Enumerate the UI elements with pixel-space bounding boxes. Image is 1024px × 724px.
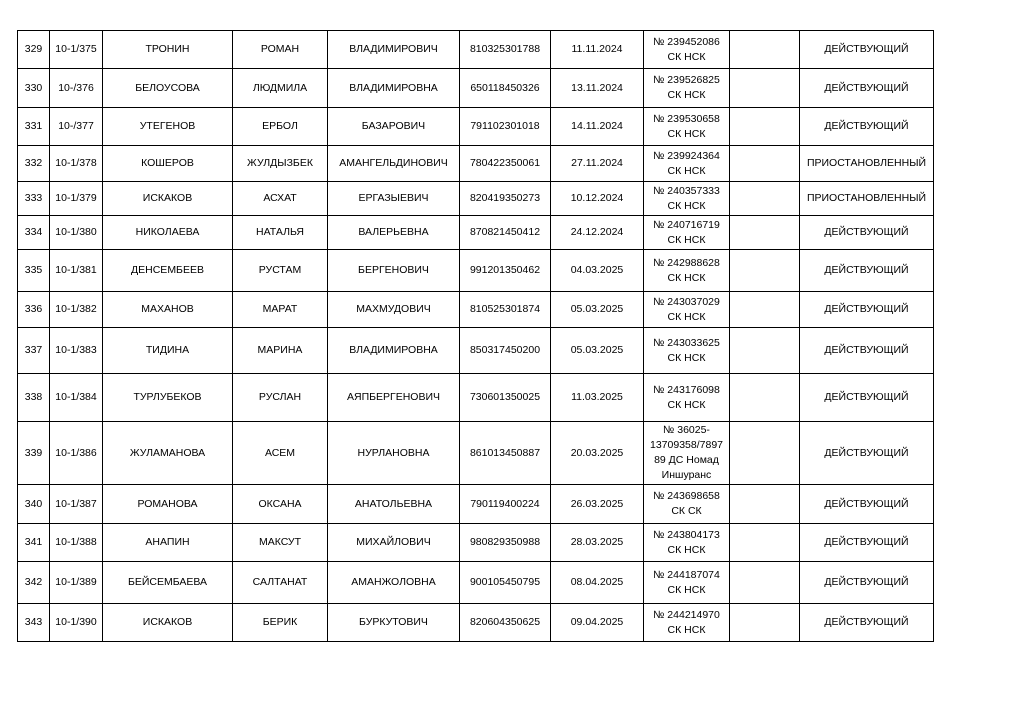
iin-cell: 980829350988 [460,524,551,562]
first-name-cell: САЛТАНАТ [233,562,328,604]
policy-cell [644,69,730,108]
surname-cell: ИСКАКОВ [103,182,233,216]
first-name-cell: РУСТАМ [233,250,328,292]
iin-cell: 650118450326 [460,69,551,108]
first-name-cell: ОКСАНА [233,485,328,524]
surname-cell: ТУРЛУБЕКОВ [103,374,233,422]
status-cell: ПРИОСТАНОВЛЕННЫЙ [800,182,934,216]
registration-number-cell: 10-1/384 [50,374,103,422]
iin-cell: 991201350462 [460,250,551,292]
surname-cell: ИСКАКОВ [103,604,233,642]
date-cell: 28.03.2025 [551,524,644,562]
empty-cell [730,422,800,485]
policy-line: СК НСК [667,351,706,364]
status-cell: ДЕЙСТВУЮЩИЙ [800,292,934,328]
row-number-cell: 339 [18,422,50,485]
registration-number-cell: 10-1/378 [50,146,103,182]
patronymic-cell: АМАНЖОЛОВНА [328,562,460,604]
table-row [18,524,934,562]
iin-cell: 820419350273 [460,182,551,216]
table-row [18,108,934,146]
patronymic-cell: ВЛАДИМИРОВНА [328,69,460,108]
table-row [18,328,934,374]
first-name-cell: АСХАТ [233,182,328,216]
table-row [18,292,934,328]
status-cell: ДЕЙСТВУЮЩИЙ [800,250,934,292]
policy-line: СК НСК [667,164,706,177]
policy-cell [644,374,730,422]
status-cell: ДЕЙСТВУЮЩИЙ [800,374,934,422]
patronymic-cell: ВАЛЕРЬЕВНА [328,216,460,250]
status-cell: ДЕЙСТВУЮЩИЙ [800,108,934,146]
status-cell: ДЕЙСТВУЮЩИЙ [800,328,934,374]
surname-cell: ДЕНСЕМБЕЕВ [103,250,233,292]
first-name-cell: ЖУЛДЫЗБЕК [233,146,328,182]
patronymic-cell: НУРЛАНОВНА [328,422,460,485]
first-name-cell: БЕРИК [233,604,328,642]
table-row [18,31,934,69]
policy-cell [644,182,730,216]
patronymic-cell: АНАТОЛЬЕВНА [328,485,460,524]
registration-number-cell: 10-/376 [50,69,103,108]
policy-cell [644,604,730,642]
table-row [18,182,934,216]
status-cell: ПРИОСТАНОВЛЕННЫЙ [800,146,934,182]
patronymic-cell: БУРКУТОВИЧ [328,604,460,642]
policy-line: СК НСК [667,310,706,323]
policy-line: СК НСК [667,271,706,284]
first-name-cell: МАРАТ [233,292,328,328]
registration-number-cell: 10-1/389 [50,562,103,604]
policy-line: № 36025- [663,424,710,436]
iin-cell: 870821450412 [460,216,551,250]
date-cell: 08.04.2025 [551,562,644,604]
status-cell: ДЕЙСТВУЮЩИЙ [800,31,934,69]
policy-line: 13709358/7897 [650,439,723,451]
policy-line: СК НСК [667,127,706,140]
policy-line: СК НСК [667,233,706,246]
empty-cell [730,69,800,108]
patronymic-cell: ВЛАДИМИРОВНА [328,328,460,374]
table-row [18,604,934,642]
row-number-cell: 343 [18,604,50,642]
first-name-cell: РУСЛАН [233,374,328,422]
patronymic-cell: БЕРГЕНОВИЧ [328,250,460,292]
registration-number-cell: 10-1/379 [50,182,103,216]
date-cell: 27.11.2024 [551,146,644,182]
table-row [18,374,934,422]
status-cell: ДЕЙСТВУЮЩИЙ [800,216,934,250]
registration-number-cell: 10-1/387 [50,485,103,524]
empty-cell [730,108,800,146]
table-row [18,146,934,182]
policy-cell [644,108,730,146]
iin-cell: 780422350061 [460,146,551,182]
policy-line: Иншуранс [661,469,712,481]
policy-line: № 242988628 [653,256,720,269]
policy-cell [644,485,730,524]
surname-cell: МАХАНОВ [103,292,233,328]
status-cell: ДЕЙСТВУЮЩИЙ [800,69,934,108]
iin-cell: 820604350625 [460,604,551,642]
table-row [18,216,934,250]
date-cell: 11.03.2025 [551,374,644,422]
empty-cell [730,562,800,604]
empty-cell [730,182,800,216]
empty-cell [730,292,800,328]
row-number-cell: 335 [18,250,50,292]
surname-cell: БЕЛОУСОВА [103,69,233,108]
policy-cell [644,422,730,485]
row-number-cell: 340 [18,485,50,524]
policy-cell [644,562,730,604]
first-name-cell: РОМАН [233,31,328,69]
registry-body [18,31,934,642]
empty-cell [730,31,800,69]
patronymic-cell: МИХАЙЛОВИЧ [328,524,460,562]
empty-cell [730,250,800,292]
registration-number-cell: 10-1/388 [50,524,103,562]
policy-line: № 240716719 [653,218,720,231]
row-number-cell: 338 [18,374,50,422]
empty-cell [730,216,800,250]
iin-cell: 810525301874 [460,292,551,328]
policy-line: СК НСК [667,543,706,556]
row-number-cell: 334 [18,216,50,250]
policy-line: СК НСК [667,623,706,636]
iin-cell: 850317450200 [460,328,551,374]
date-cell: 13.11.2024 [551,69,644,108]
policy-line: СК СК [671,505,702,517]
row-number-cell: 341 [18,524,50,562]
status-cell: ДЕЙСТВУЮЩИЙ [800,485,934,524]
first-name-cell: АСЕМ [233,422,328,485]
row-number-cell: 331 [18,108,50,146]
surname-cell: КОШЕРОВ [103,146,233,182]
surname-cell: РОМАНОВА [103,485,233,524]
policy-line: СК НСК [667,50,706,63]
first-name-cell: МАРИНА [233,328,328,374]
status-cell: ДЕЙСТВУЮЩИЙ [800,524,934,562]
policy-line: СК НСК [667,398,706,411]
registry-table [17,30,934,642]
policy-line: № 239530658 [653,112,720,125]
empty-cell [730,374,800,422]
surname-cell: ТРОНИН [103,31,233,69]
patronymic-cell: АМАНГЕЛЬДИНОВИЧ [328,146,460,182]
date-cell: 24.12.2024 [551,216,644,250]
row-number-cell: 332 [18,146,50,182]
status-cell: ДЕЙСТВУЮЩИЙ [800,562,934,604]
status-cell: ДЕЙСТВУЮЩИЙ [800,422,934,485]
iin-cell: 861013450887 [460,422,551,485]
surname-cell: АНАПИН [103,524,233,562]
policy-line: СК НСК [667,583,706,596]
date-cell: 04.03.2025 [551,250,644,292]
empty-cell [730,328,800,374]
policy-cell [644,328,730,374]
registration-number-cell: 10-1/386 [50,422,103,485]
date-cell: 11.11.2024 [551,31,644,69]
policy-line: № 243037029 [653,295,720,308]
policy-line: 89 ДС Номад [654,454,719,466]
date-cell: 05.03.2025 [551,292,644,328]
first-name-cell: ЛЮДМИЛА [233,69,328,108]
surname-cell: ЖУЛАМАНОВА [103,422,233,485]
surname-cell: БЕЙСЕМБАЕВА [103,562,233,604]
patronymic-cell: БАЗАРОВИЧ [328,108,460,146]
empty-cell [730,524,800,562]
surname-cell: НИКОЛАЕВА [103,216,233,250]
policy-line: № 244214970 [653,608,720,621]
first-name-cell: НАТАЛЬЯ [233,216,328,250]
policy-line: № 239526825 [653,74,720,86]
policy-line: № 243033625 [653,336,720,349]
patronymic-cell: АЯПБЕРГЕНОВИЧ [328,374,460,422]
date-cell: 09.04.2025 [551,604,644,642]
iin-cell: 730601350025 [460,374,551,422]
policy-line: № 239452086 [653,35,720,48]
iin-cell: 790119400224 [460,485,551,524]
policy-line: № 243698658 [653,490,720,502]
empty-cell [730,485,800,524]
policy-line: № 244187074 [653,568,720,581]
date-cell: 20.03.2025 [551,422,644,485]
empty-cell [730,146,800,182]
policy-cell [644,524,730,562]
policy-cell [644,216,730,250]
surname-cell: ТИДИНА [103,328,233,374]
table-row [18,422,934,485]
policy-line: № 243176098 [653,383,720,396]
table-row [18,485,934,524]
date-cell: 14.11.2024 [551,108,644,146]
policy-cell [644,31,730,69]
date-cell: 05.03.2025 [551,328,644,374]
status-cell: ДЕЙСТВУЮЩИЙ [800,604,934,642]
policy-cell [644,250,730,292]
policy-line: № 243804173 [653,528,720,541]
registration-number-cell: 10-1/382 [50,292,103,328]
registration-number-cell: 10-1/390 [50,604,103,642]
first-name-cell: МАКСУТ [233,524,328,562]
date-cell: 10.12.2024 [551,182,644,216]
patronymic-cell: ВЛАДИМИРОВИЧ [328,31,460,69]
row-number-cell: 333 [18,182,50,216]
iin-cell: 810325301788 [460,31,551,69]
first-name-cell: ЕРБОЛ [233,108,328,146]
registration-number-cell: 10-1/380 [50,216,103,250]
table-row [18,250,934,292]
policy-cell [644,146,730,182]
row-number-cell: 337 [18,328,50,374]
empty-cell [730,604,800,642]
patronymic-cell: МАХМУДОВИЧ [328,292,460,328]
iin-cell: 791102301018 [460,108,551,146]
row-number-cell: 329 [18,31,50,69]
row-number-cell: 330 [18,69,50,108]
row-number-cell: 336 [18,292,50,328]
registration-number-cell: 10-1/381 [50,250,103,292]
iin-cell: 900105450795 [460,562,551,604]
surname-cell: УТЕГЕНОВ [103,108,233,146]
policy-line: СК НСК [667,89,706,101]
table-row [18,69,934,108]
table-row [18,562,934,604]
patronymic-cell: ЕРГАЗЫЕВИЧ [328,182,460,216]
policy-line: № 239924364 [653,149,720,162]
registration-number-cell: 10-1/383 [50,328,103,374]
policy-line: СК НСК [667,199,706,212]
date-cell: 26.03.2025 [551,485,644,524]
registration-number-cell: 10-/377 [50,108,103,146]
row-number-cell: 342 [18,562,50,604]
policy-line: № 240357333 [653,184,720,197]
policy-cell [644,292,730,328]
registration-number-cell: 10-1/375 [50,31,103,69]
